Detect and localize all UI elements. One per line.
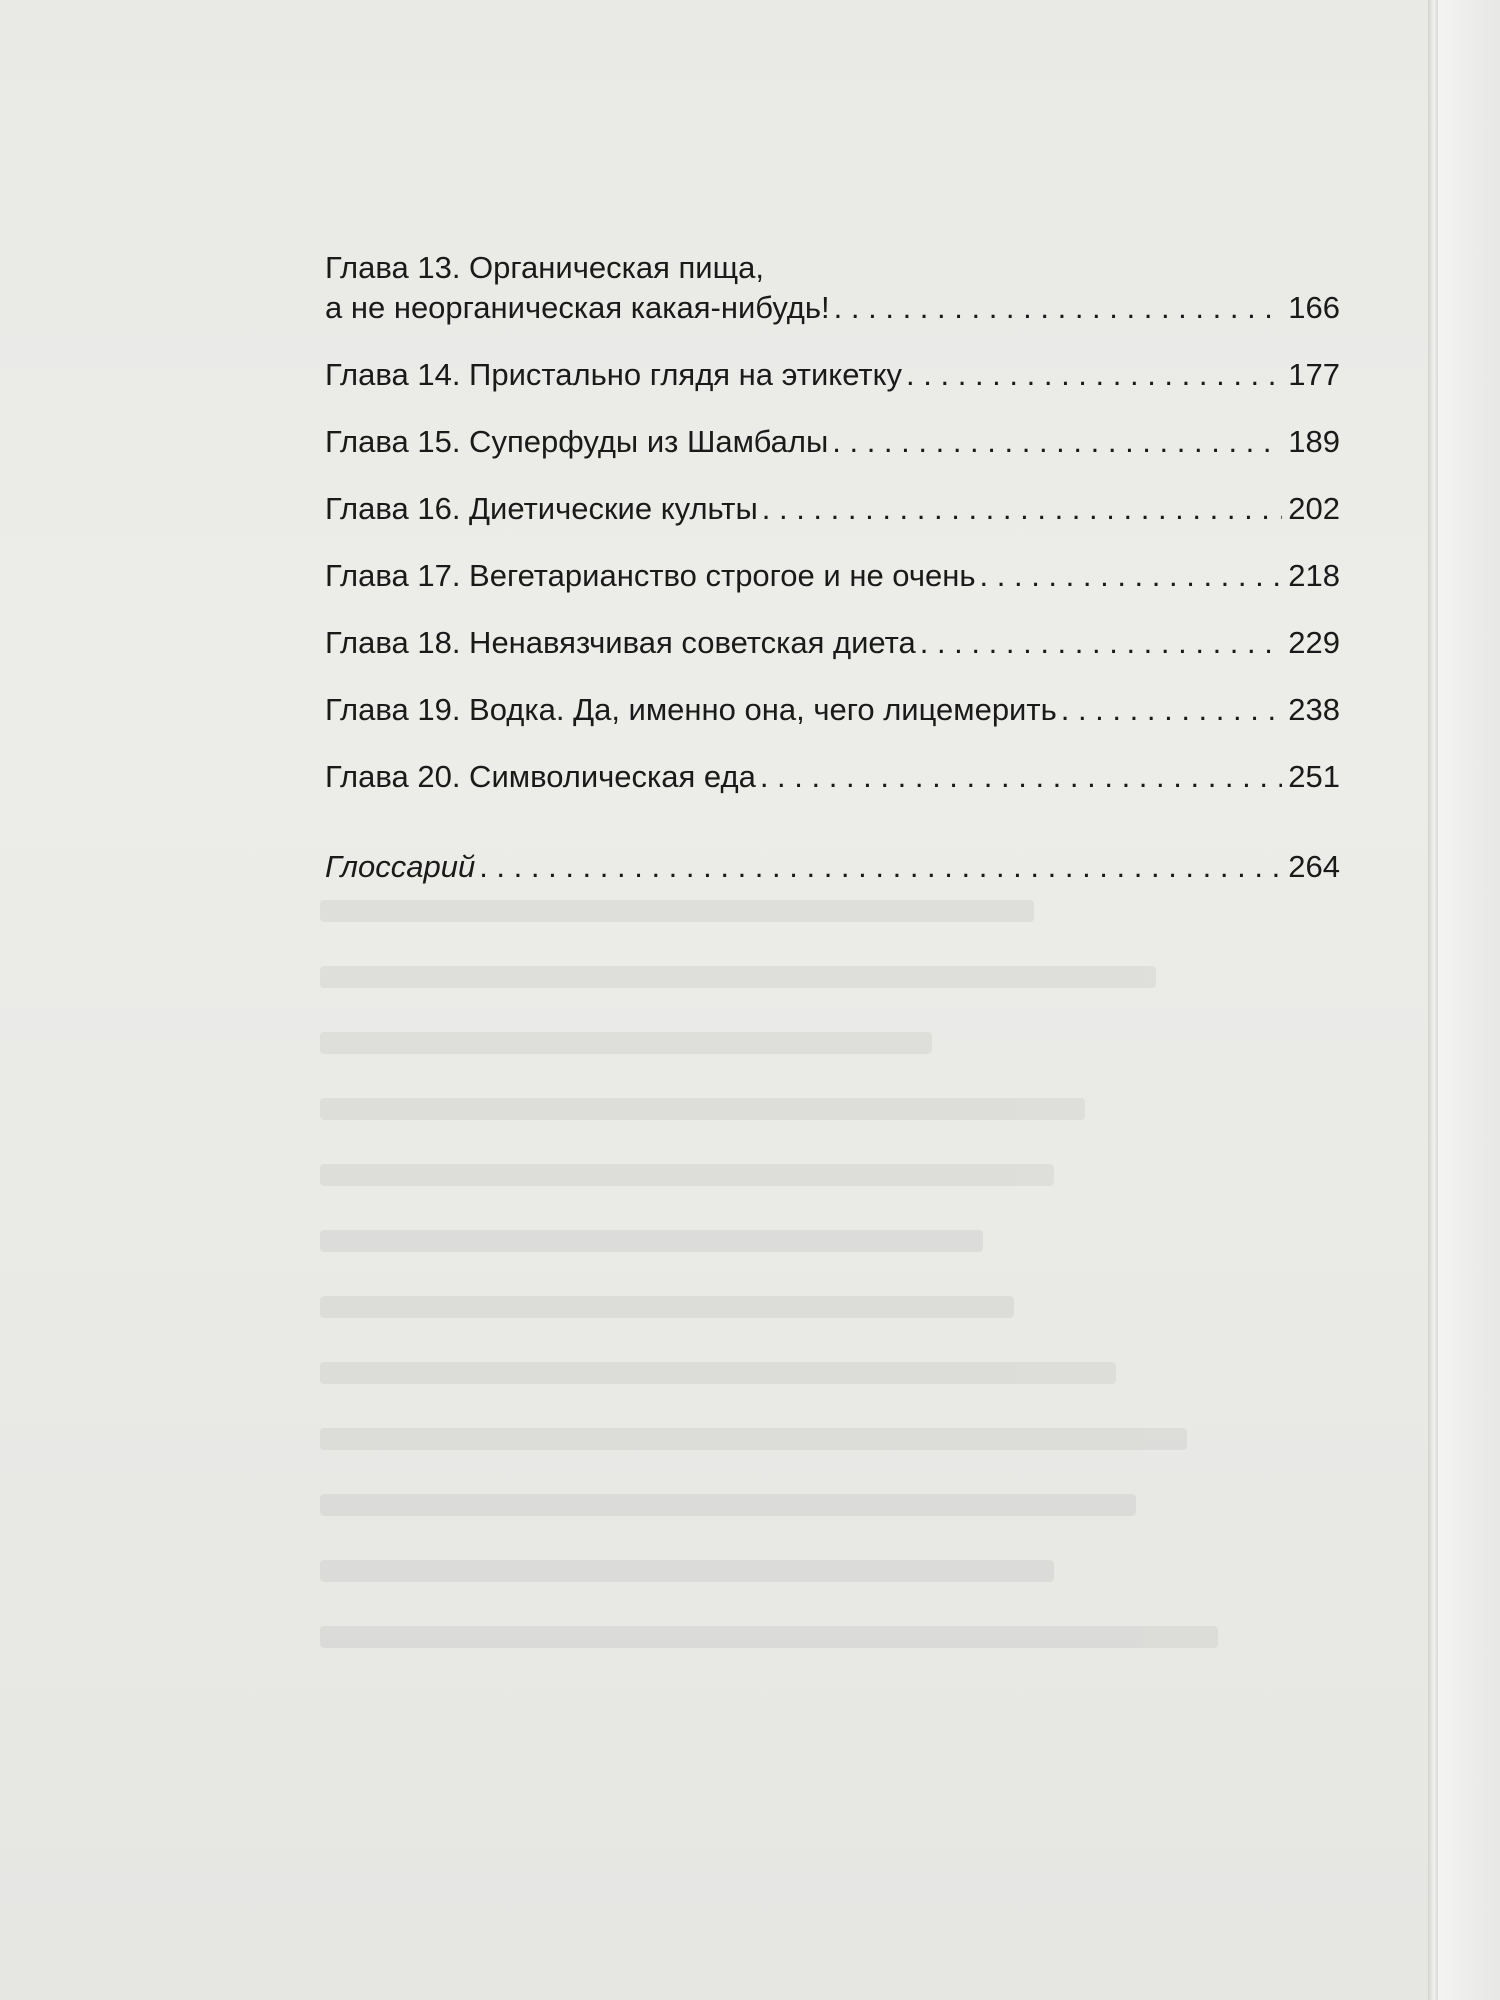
toc-page-number: 238	[1288, 692, 1340, 727]
dot-leader	[479, 847, 1282, 887]
dot-leader	[980, 556, 1283, 596]
toc-entry-title: Глава 16. Диетические культы	[325, 491, 758, 526]
table-of-contents	[325, 248, 1340, 914]
toc-entry-chapter-17[interactable]	[325, 556, 1340, 596]
toc-page-number: 229	[1288, 625, 1340, 660]
toc-entry-title: Глава 13. Органическая пища,	[325, 250, 764, 285]
toc-entry-chapter-13[interactable]	[325, 248, 1340, 328]
dot-leader	[834, 288, 1283, 328]
toc-page-number: 189	[1288, 424, 1340, 459]
toc-entry-chapter-20[interactable]	[325, 757, 1340, 797]
toc-entry-title: Глава 14. Пристально глядя на этикетку	[325, 357, 903, 392]
dot-leader	[762, 489, 1283, 529]
toc-page-number: 218	[1288, 558, 1340, 593]
dot-leader	[760, 757, 1282, 797]
toc-entry-title: Глава 20. Символическая еда	[325, 759, 756, 794]
adjacent-page	[1438, 0, 1500, 2000]
toc-entry-chapter-15[interactable]	[325, 422, 1340, 462]
show-through-text	[320, 900, 1340, 1900]
toc-entry-chapter-19[interactable]	[325, 690, 1340, 730]
toc-page-number: 202	[1288, 491, 1340, 526]
toc-entry-glossary[interactable]	[325, 847, 1340, 887]
toc-entry-title: Глоссарий	[325, 849, 476, 884]
page-edge	[1428, 0, 1438, 2000]
toc-entry-title: Глава 15. Суперфуды из Шамбалы	[325, 424, 829, 459]
toc-entry-title: Глава 17. Вегетарианство строгое и не очень	[325, 558, 976, 593]
toc-page-number: 264	[1288, 849, 1340, 884]
toc-entry-chapter-14[interactable]	[325, 355, 1340, 395]
toc-page-number: 251	[1288, 759, 1340, 794]
toc-entry-chapter-16[interactable]	[325, 489, 1340, 529]
toc-page-number: 166	[1288, 290, 1340, 325]
toc-entry-title: Глава 19. Водка. Да, именно она, чего лицемерить	[325, 692, 1057, 727]
dot-leader	[1061, 690, 1283, 730]
toc-entry-title: Глава 18. Ненавязчивая советская диета	[325, 625, 916, 660]
dot-leader	[832, 422, 1282, 462]
toc-entry-title-continued: а не неорганическая какая-нибудь!	[325, 290, 830, 325]
dot-leader	[906, 355, 1282, 395]
toc-page-number: 177	[1288, 357, 1340, 392]
dot-leader	[920, 623, 1283, 663]
toc-entry-chapter-18[interactable]	[325, 623, 1340, 663]
